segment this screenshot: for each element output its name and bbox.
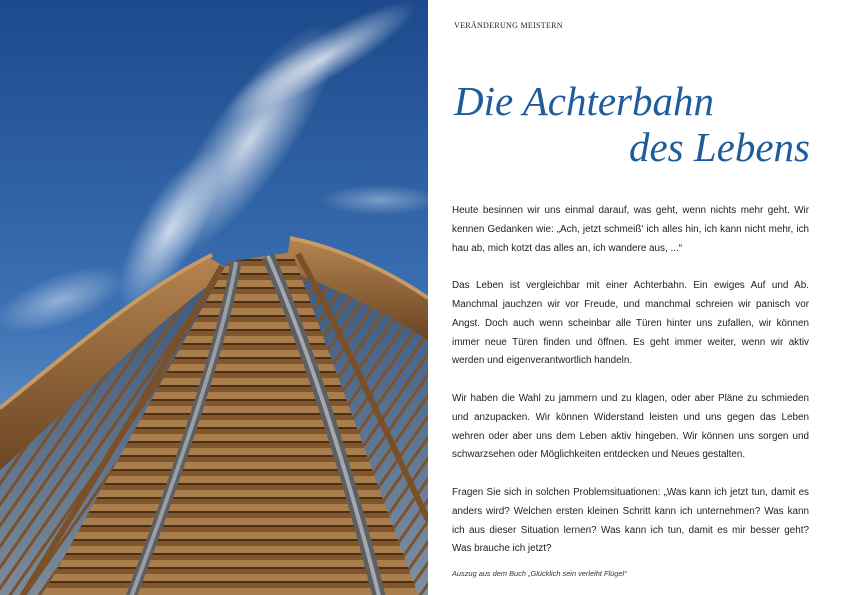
- text-page: [428, 0, 842, 595]
- title-line-1: Die Achterbahn: [454, 78, 714, 124]
- section-kicker: VERÄNDERUNG MEISTERN: [454, 21, 563, 30]
- source-note: Auszug aus dem Buch „Glücklich sein verleiht Flügel“: [452, 569, 627, 578]
- page-title: [454, 78, 810, 170]
- title-line-2: des Lebens: [628, 124, 810, 170]
- article-body: [452, 202, 809, 578]
- paragraph-1: Heute besinnen wir uns einmal darauf, was geht, wenn nichts mehr geht. Wir kennen Gedanken wie: „Ach, jetzt schmeiß' ich alles hin, ich kann nicht mehr, ich hau ab, mich kotzt das alles an, ich wandere aus, ...“: [452, 205, 809, 254]
- paragraph-4: Fragen Sie sich in solchen Problemsituationen: „Was kann ich jetzt tun, damit es anders wird? Welchen ersten kleinen Schritt kann ich unternehmen? Was kann ich aus dieser Situation lernen? Was kann ich tun, damit es mir besser geht? Was brauche ich jetzt?: [452, 486, 809, 555]
- paragraph-3: Wir haben die Wahl zu jammern und zu klagen, oder aber Pläne zu schmieden und anzupacken. Wir können Widerstand leisten und uns gegen das Leben wehren oder aber uns dem Leben aktiv hingeben. Wir können uns sorgen und schwarzsehen oder Möglichkeiten entdecken und Neues gestalten.: [452, 392, 809, 461]
- paragraph-2: Das Leben ist vergleichbar mit einer Achterbahn. Ein ewiges Auf und Ab. Manchmal jauchzen wir vor Freude, und manchmal schreien wir panisch vor Angst. Doch auch wenn scheinbar alle Türen hinter uns zufallen, wir können immer neue Türen finden und öffnen. Es geht immer weiter, wenn wir aktiv werden und eigenverantwortlich handeln.: [452, 280, 809, 367]
